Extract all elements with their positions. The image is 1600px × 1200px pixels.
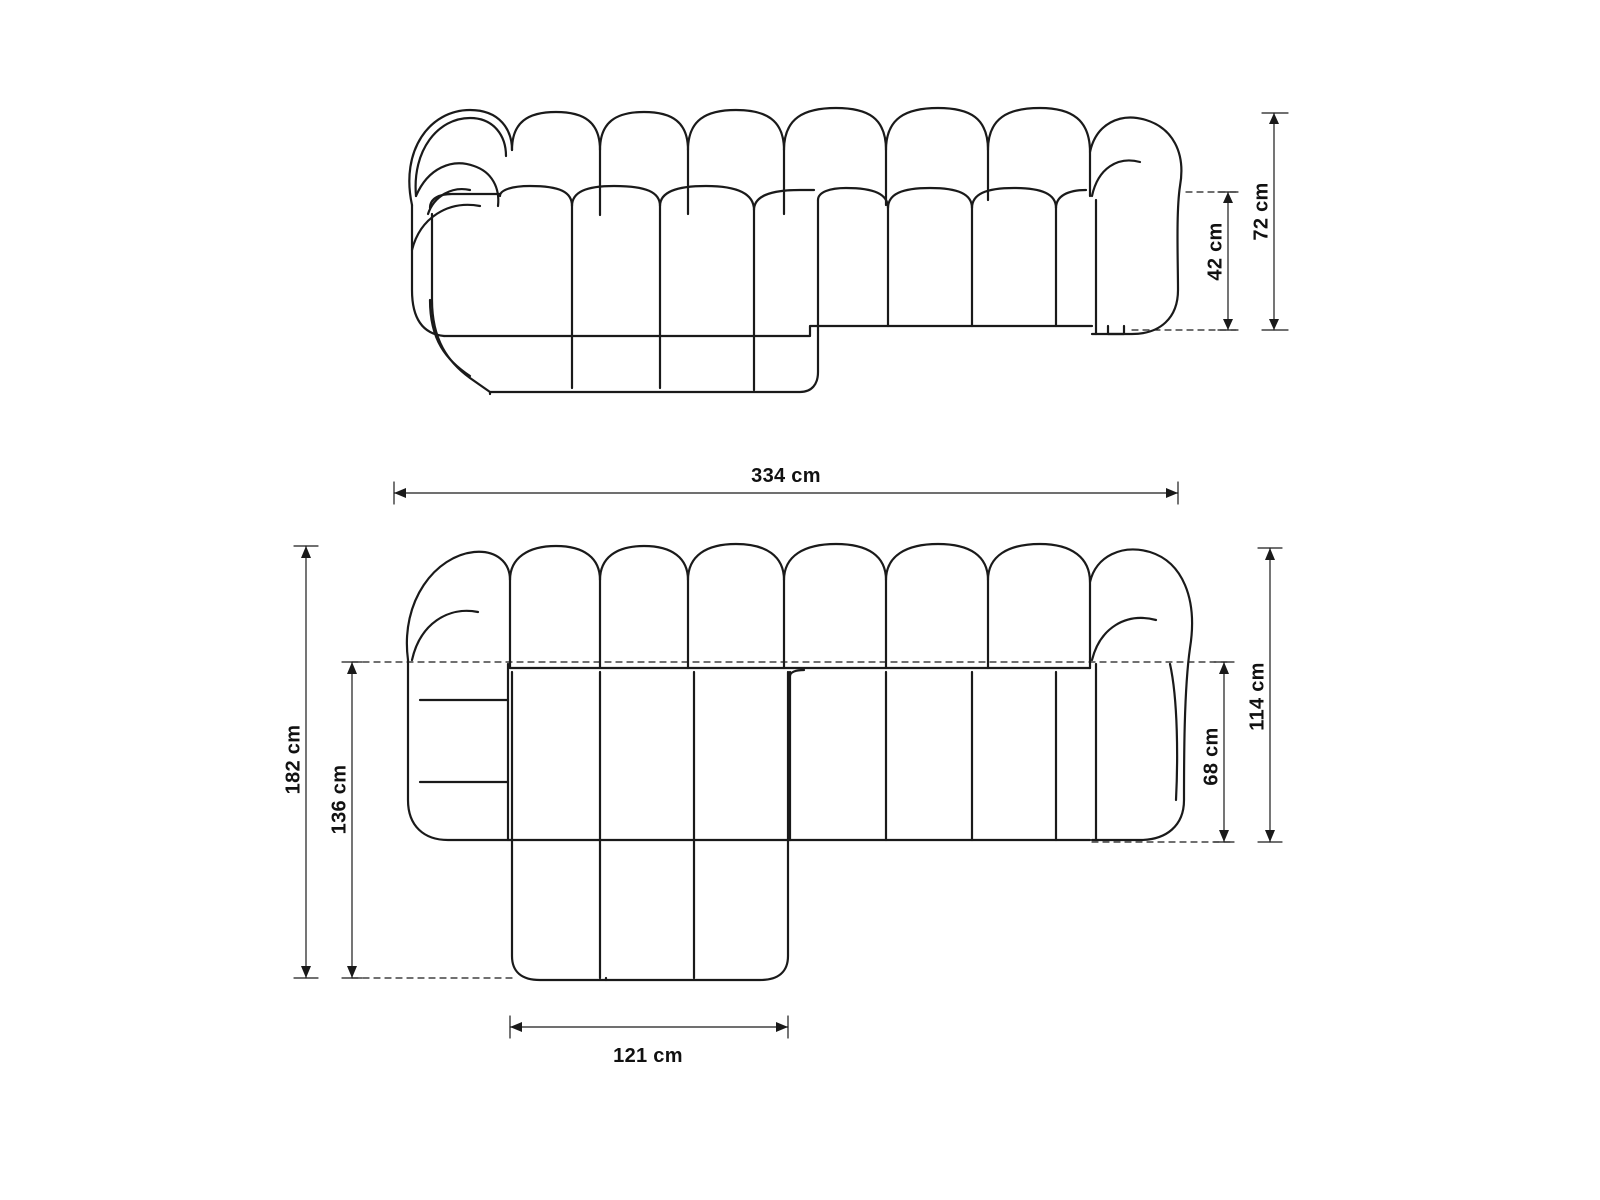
dimension-label-overall-height: 72 cm [1250,182,1273,241]
dimension-label-chaise-depth: 136 cm [328,764,351,835]
dimension-label-chaise-width: 121 cm [613,1045,683,1067]
dimension-label-backrest-depth: 114 cm [1246,662,1269,731]
front-view-outline [407,544,1192,980]
dimension-label-overall-width: 334 cm [751,465,821,487]
dimension-label-seat-height: 42 cm [1204,222,1227,281]
dimension-label-seat-depth: 68 cm [1200,727,1223,786]
dimension-label-overall-depth: 182 cm [282,724,305,795]
perspective-view-outline [409,108,1181,394]
